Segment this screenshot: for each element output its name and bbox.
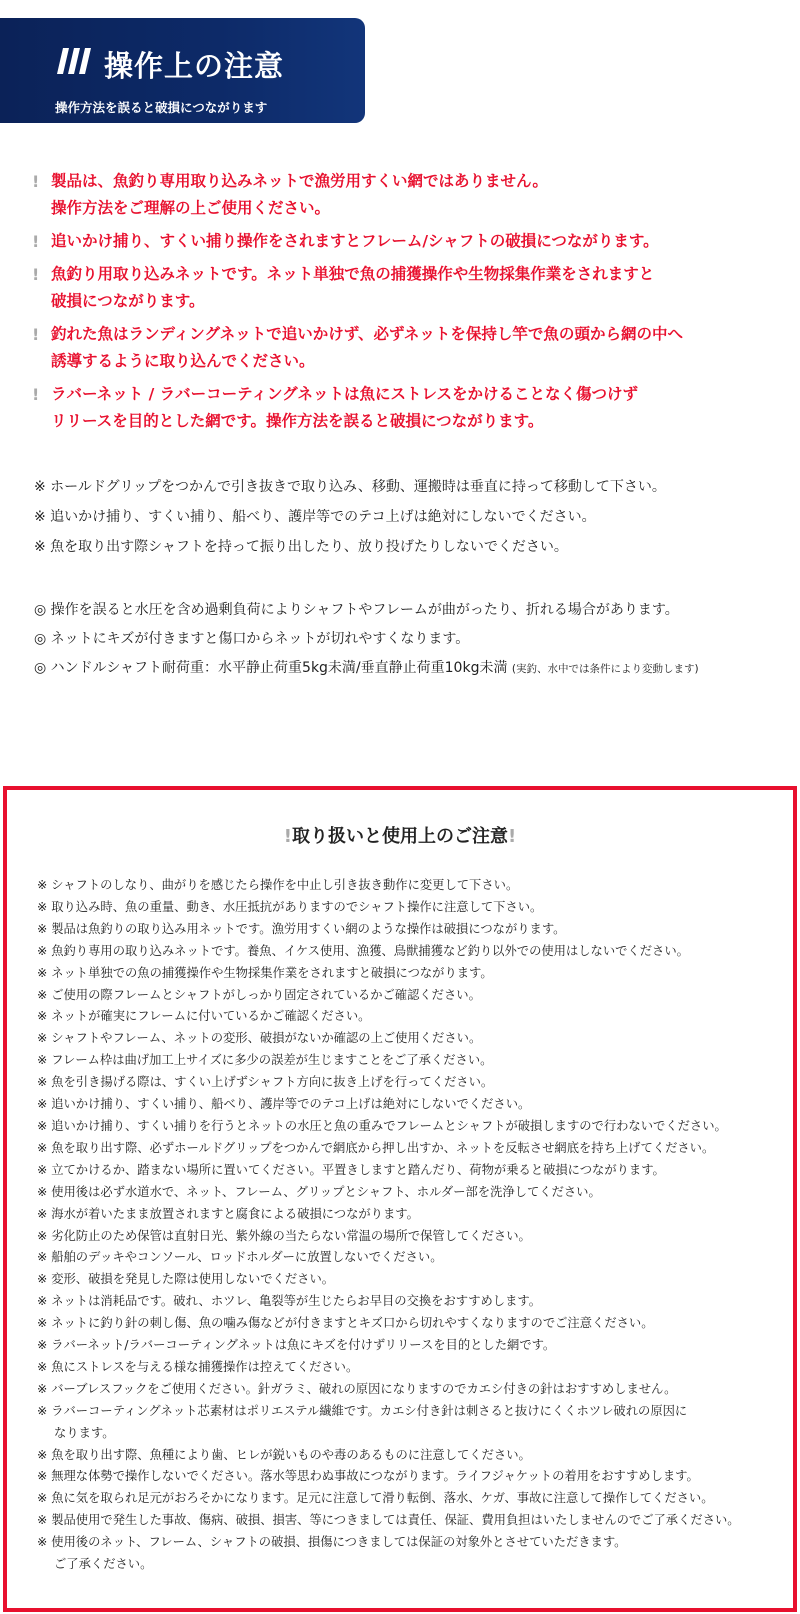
warning-line: リリースを目的とした網です。操作方法を誤ると破損につながります。 [51, 412, 544, 430]
list-item-line: ※ ご使用の際フレームとシャフトがしっかり固定されているかご確認ください。 [37, 987, 481, 1002]
exclamation-icon: ! [32, 232, 40, 251]
list-item-line: ※ フレーム枠は曲げ加工上サイズに多少の誤差が生じますことをご了承ください。 [37, 1053, 493, 1068]
list-item-line: ※ シャフトのしなり、曲がりを感じたら操作を中止し引き抜き動作に変更して下さい。 [37, 878, 519, 892]
list-item-line: ※ 製品使用で発生した事故、傷病、破損、損害、等につきましては責任、保証、費用負担はいたしませんのでご了承ください。 [37, 1513, 740, 1528]
handling-precautions-box [3, 786, 797, 1612]
precaution-list [37, 875, 797, 1576]
circle-notes [34, 596, 794, 684]
list-item [37, 1116, 797, 1138]
asterisk-notes [34, 472, 784, 562]
list-item-line: ※ 魚を取り出す際、魚種により歯、ヒレが鋭いものや毒のあるものに注意してください。 [37, 1447, 531, 1462]
warning-item [32, 228, 782, 255]
list-item [37, 1138, 797, 1160]
list-item-line: ※ 魚を引き揚げる際は、すくい上げずシャフト方向に抜き上げを行ってください。 [37, 1075, 494, 1090]
list-item [37, 1028, 797, 1050]
note-item: ※ ホールドグリップをつかんで引き抜きで取り込み、移動、運搬時は垂直に持って移動して下さい。 [34, 479, 666, 495]
list-item [37, 1247, 797, 1269]
list-item-line: ※ ネットに釣り針の刺し傷、魚の噛み傷などが付きますとキズ口から切れやすくなりますのでご注意ください。 [37, 1316, 654, 1331]
exclamation-icon: ! [283, 826, 292, 847]
exclamation-icon: ! [32, 172, 40, 191]
list-item-line: ※ 無理な体勢で操作しないでください。落水等思わぬ事故につながります。ライフジャケットの着用をおすすめします。 [37, 1469, 699, 1484]
list-item-line: ※ バーブレスフックをご使用ください。針ガラミ、破れの原因になりますのでカエシ付きの針はおすすめしません。 [37, 1381, 677, 1396]
list-item-line: ※ 取り込み時、魚の重量、動き、水圧抵抗がありますのでシャフト操作に注意して下さい。 [37, 899, 543, 914]
exclamation-icon: ! [32, 385, 40, 404]
exclamation-icon: ! [32, 325, 40, 344]
page-title: 操作上の注意 [104, 49, 285, 83]
exclamation-icon: ! [508, 826, 517, 847]
note-item: ※ 魚を取り出す際シャフトを持って振り出したり、放り投げたりしないでください。 [34, 539, 568, 555]
list-item-line: ※ 変形、破損を発見した際は使用しないでください。 [37, 1272, 335, 1287]
warning-item [32, 381, 782, 435]
warning-line: 魚釣り用取り込みネットです。ネット単独で魚の捕獲操作や生物採集作業をされますと [51, 265, 655, 283]
list-item-line: ※ ネット単独での魚の捕獲操作や生物採集作業をされますと破損につながります。 [37, 965, 493, 980]
note-item [34, 596, 794, 625]
list-item [37, 1532, 797, 1576]
list-item [37, 1269, 797, 1291]
list-item [37, 875, 797, 897]
box-title-text: 取り扱いと使用上のご注意 [292, 826, 508, 847]
list-item-line: ※ シャフトやフレーム、ネットの変形、破損がないか確認の上ご使用ください。 [37, 1031, 482, 1046]
list-item-line: ※ 海水が着いたまま放置されますと腐食による破損につながります。 [37, 1206, 419, 1221]
list-item [37, 1335, 797, 1357]
section-header [0, 18, 365, 123]
warning-item [32, 168, 782, 222]
warning-line: 操作方法をご理解の上ご使用ください。 [51, 199, 331, 217]
list-item [37, 1313, 797, 1335]
note-item: ※ 追いかけ捕り、すくい捕り、船べり、護岸等でのテコ上げは絶対にしないでください。 [34, 509, 596, 525]
list-item-line: ※ 魚にストレスを与える様な捕獲操作は控えてください。 [37, 1359, 359, 1374]
list-item-line: ※ ラバーコーティングネット芯素材はポリエステル繊維です。カエシ付き針は刺さると抜けにくくホツレ破れの原因に [37, 1403, 688, 1418]
list-item-line: ※ 立てかけるか、踏まない場所に置いてください。平置きしますと踏んだり、荷物が乗ると破損につながります。 [37, 1162, 665, 1177]
list-item-line: ご了承ください。 [54, 1557, 153, 1572]
exclamation-icon: ! [32, 265, 40, 284]
note-text: ◎ ネットにキズが付きますと傷口からネットが切れやすくなります。 [34, 631, 470, 647]
list-item-line: ※ 魚に気を取られ足元がおろそかになります。足元に注意して滑り転倒、落水、ケガ、事故に注意して操作してください。 [37, 1491, 714, 1506]
list-item-line: ※ 追いかけ捕り、すくい捕りを行うとネットの水圧と魚の重みでフレームとシャフトが破損しますので行わないでください。 [37, 1118, 727, 1133]
list-item [37, 1488, 797, 1510]
list-item [37, 1204, 797, 1226]
slash-marks-icon [57, 48, 91, 74]
warning-line: 製品は、魚釣り専用取り込みネットで漁労用すくい網ではありません。 [51, 172, 548, 190]
note-text: ◎ 操作を誤ると水圧を含め過剰負荷によりシャフトやフレームが曲がったり、折れる場合があります。 [34, 602, 679, 618]
list-item-line: ※ 劣化防止のため保管は直射日光、紫外線の当たらない常温の場所で保管してください。 [37, 1228, 531, 1243]
list-item [37, 1226, 797, 1248]
list-item [37, 963, 797, 985]
list-item [37, 919, 797, 941]
list-item [37, 1094, 797, 1116]
page-subtitle: 操作方法を誤ると破損につながります [55, 100, 268, 115]
box-title [7, 822, 793, 848]
list-item [37, 1050, 797, 1072]
list-item [37, 1006, 797, 1028]
warning-item [32, 321, 782, 375]
list-item-line: ※ 追いかけ捕り、すくい捕り、船べり、護岸等でのテコ上げは絶対にしないでください。 [37, 1097, 531, 1112]
list-item-line: ※ 使用後のネット、フレーム、シャフトの破損、損傷につきましては保証の対象外とさせていただきます。 [37, 1535, 627, 1550]
note-item [34, 625, 794, 654]
warning-line: ラバーネット / ラバーコーティングネットは魚にストレスをかけることなく傷つけず [51, 385, 639, 403]
list-item-line: ※ 魚釣り専用の取り込みネットです。養魚、イケス使用、漁獲、鳥獣捕獲など釣り以外での使用はしないでください。 [37, 943, 689, 958]
list-item [37, 985, 797, 1007]
list-item [37, 1160, 797, 1182]
warning-line: 釣れた魚はランディングネットで追いかけず、必ずネットを保持し竿で魚の頭から網の中へ [51, 325, 683, 343]
warning-line: 追いかけ捕り、すくい捕り操作をされますとフレーム/シャフトの破損につながります。 [51, 232, 659, 250]
warning-item [32, 261, 782, 315]
list-item-line: ※ 魚を取り出す際、必ずホールドグリップをつかんで網底から押し出すか、ネットを反転させ網底を持ち上げてください。 [37, 1140, 715, 1155]
list-item [37, 897, 797, 919]
list-item [37, 1401, 797, 1445]
list-item [37, 1357, 797, 1379]
list-item [37, 1072, 797, 1094]
list-item-line: なります。 [54, 1425, 115, 1440]
note-item [34, 654, 794, 684]
warning-line: 誘導するように取り込んでください。 [51, 352, 315, 370]
list-item [37, 1466, 797, 1488]
list-item [37, 1445, 797, 1467]
list-item [37, 941, 797, 963]
list-item [37, 1291, 797, 1313]
list-item-line: ※ ネットは消耗品です。破れ、ホツレ、亀裂等が生じたらお早目の交換をおすすめします。 [37, 1294, 541, 1309]
list-item-line: ※ 船舶のデッキやコンソール、ロッドホルダーに放置しないでください。 [37, 1250, 443, 1265]
list-item-line: ※ 製品は魚釣りの取り込み用ネットです。漁労用すくい網のような操作は破損につながります。 [37, 921, 566, 936]
list-item-line: ※ ラバーネット/ラバーコーティングネットは魚にキズを付けずリリースを目的とした網です。 [37, 1338, 556, 1353]
list-item-line: ※ ネットが確実にフレームに付いているかご確認ください。 [37, 1009, 371, 1024]
list-item-line: ※ 使用後は必ず水道水で、ネット、フレーム、グリップとシャフト、ホルダー部を洗浄してください。 [37, 1184, 601, 1199]
warning-line: 破損につながります。 [51, 292, 205, 310]
list-item [37, 1379, 797, 1401]
note-text: ◎ ハンドルシャフト耐荷重：水平静止荷重5kg未満/垂直静止荷重10kg未満 [34, 660, 508, 676]
list-item [37, 1182, 797, 1204]
list-item [37, 1510, 797, 1532]
note-small-text: (実釣、水中では条件により変動します) [511, 663, 699, 675]
warning-list [32, 168, 782, 441]
